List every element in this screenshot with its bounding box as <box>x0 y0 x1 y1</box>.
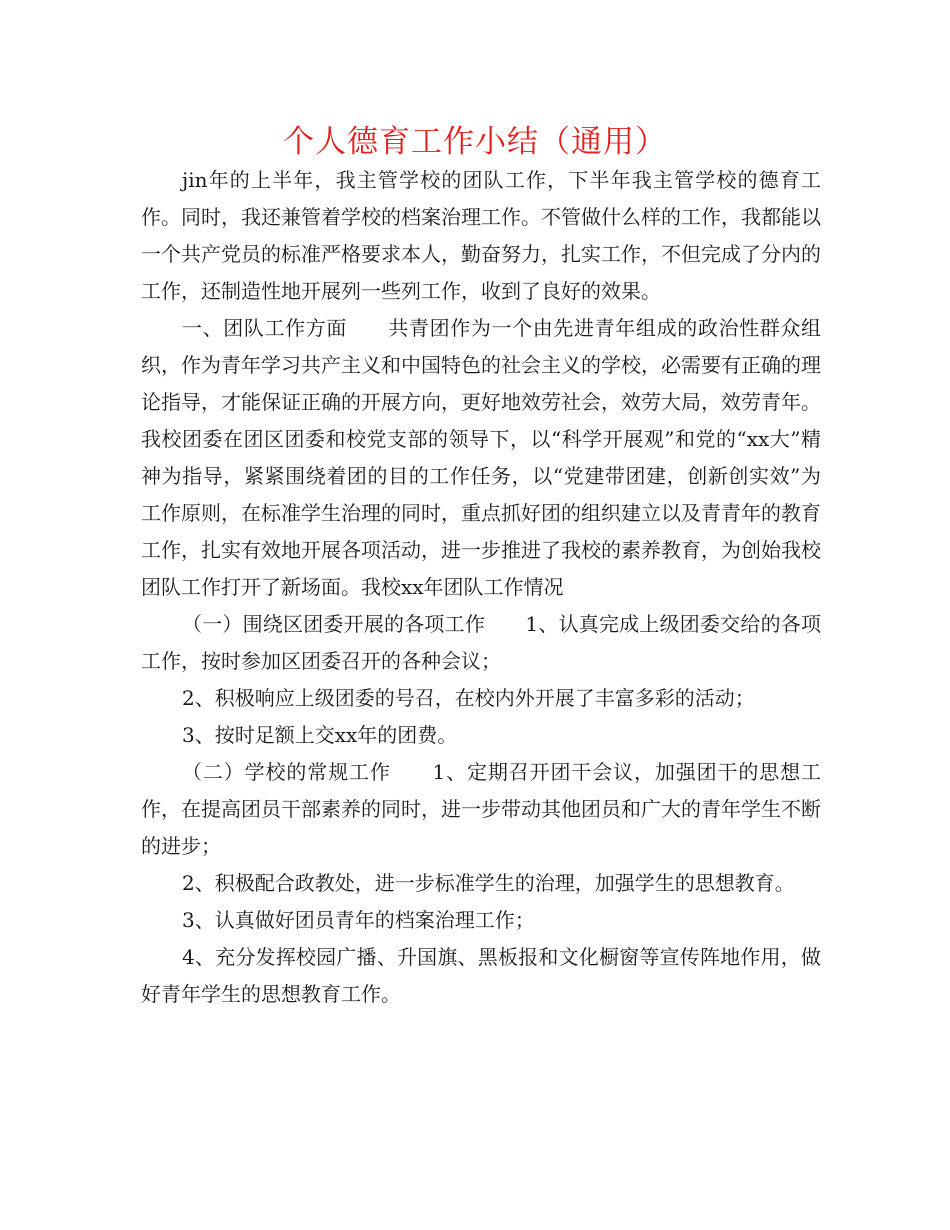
document-title: 个人德育工作小结（通用） <box>283 124 667 160</box>
paragraph-district-work-2: 2、积极响应上级团委的号召，在校内外开展了丰富多彩的活动； <box>182 686 755 710</box>
paragraph-routine-work-1: （二）学校的常规工作 1、定期召开团干会议，加强团干的思想工作，在提高团员干部素养的同时，进一步带动其他团员和广大的青年学生不断的进步； <box>141 760 821 858</box>
paragraph-team-work: 一、团队工作方面 共青团作为一个由先进青年组成的政治性群众组织，作为青年学习共产主义和中国特色的社会主义的学校，必需要有正确的理论指导，才能保证正确的开展方向，更好地效劳社会，效劳大局，效劳青年。我校团委在团区团委和校党支部的领导下，以“科学开展观”和党的“xx大”精神为指导，紧紧围绕着团的目的工作任务，以“党建带团建，创新创实效”为工作原则，在标准学生治理的同时，重点抓好团的组织建立以及青青年的教育工作，扎实有效地开展各项活动，进一步推进了我校的素养教育，为创始我校团队工作打开了新场面。我校xx年团队工作情况 <box>141 316 821 599</box>
paragraph-routine-work-2: 2、积极配合政教处，进一步标准学生的治理，加强学生的思想教育。 <box>182 871 795 895</box>
paragraph-district-work-3: 3、按时足额上交xx年的团费。 <box>182 723 458 747</box>
paragraph-routine-work-4: 4、充分发挥校园广播、升国旗、黑板报和文化橱窗等宣传阵地作用，做好青年学生的思想教育工作。 <box>141 945 821 1006</box>
paragraph-intro: jin年的上半年，我主管学校的团队工作，下半年我主管学校的德育工作。同时，我还兼管着学校的档案治理工作。不管做什么样的工作，我都能以一个共产党员的标准严格要求本人，勤奋努力，扎实工作，不但完成了分内的工作，还制造性地开展列一些列工作，收到了良好的效果。 <box>141 168 821 303</box>
paragraph-district-work-1: （一）围绕区团委开展的各项工作 1、认真完成上级团委交给的各项工作，按时参加区团委召开的各种会议； <box>141 612 821 673</box>
document-body <box>141 162 821 1013</box>
paragraph-routine-work-3: 3、认真做好团员青年的档案治理工作； <box>182 908 535 932</box>
